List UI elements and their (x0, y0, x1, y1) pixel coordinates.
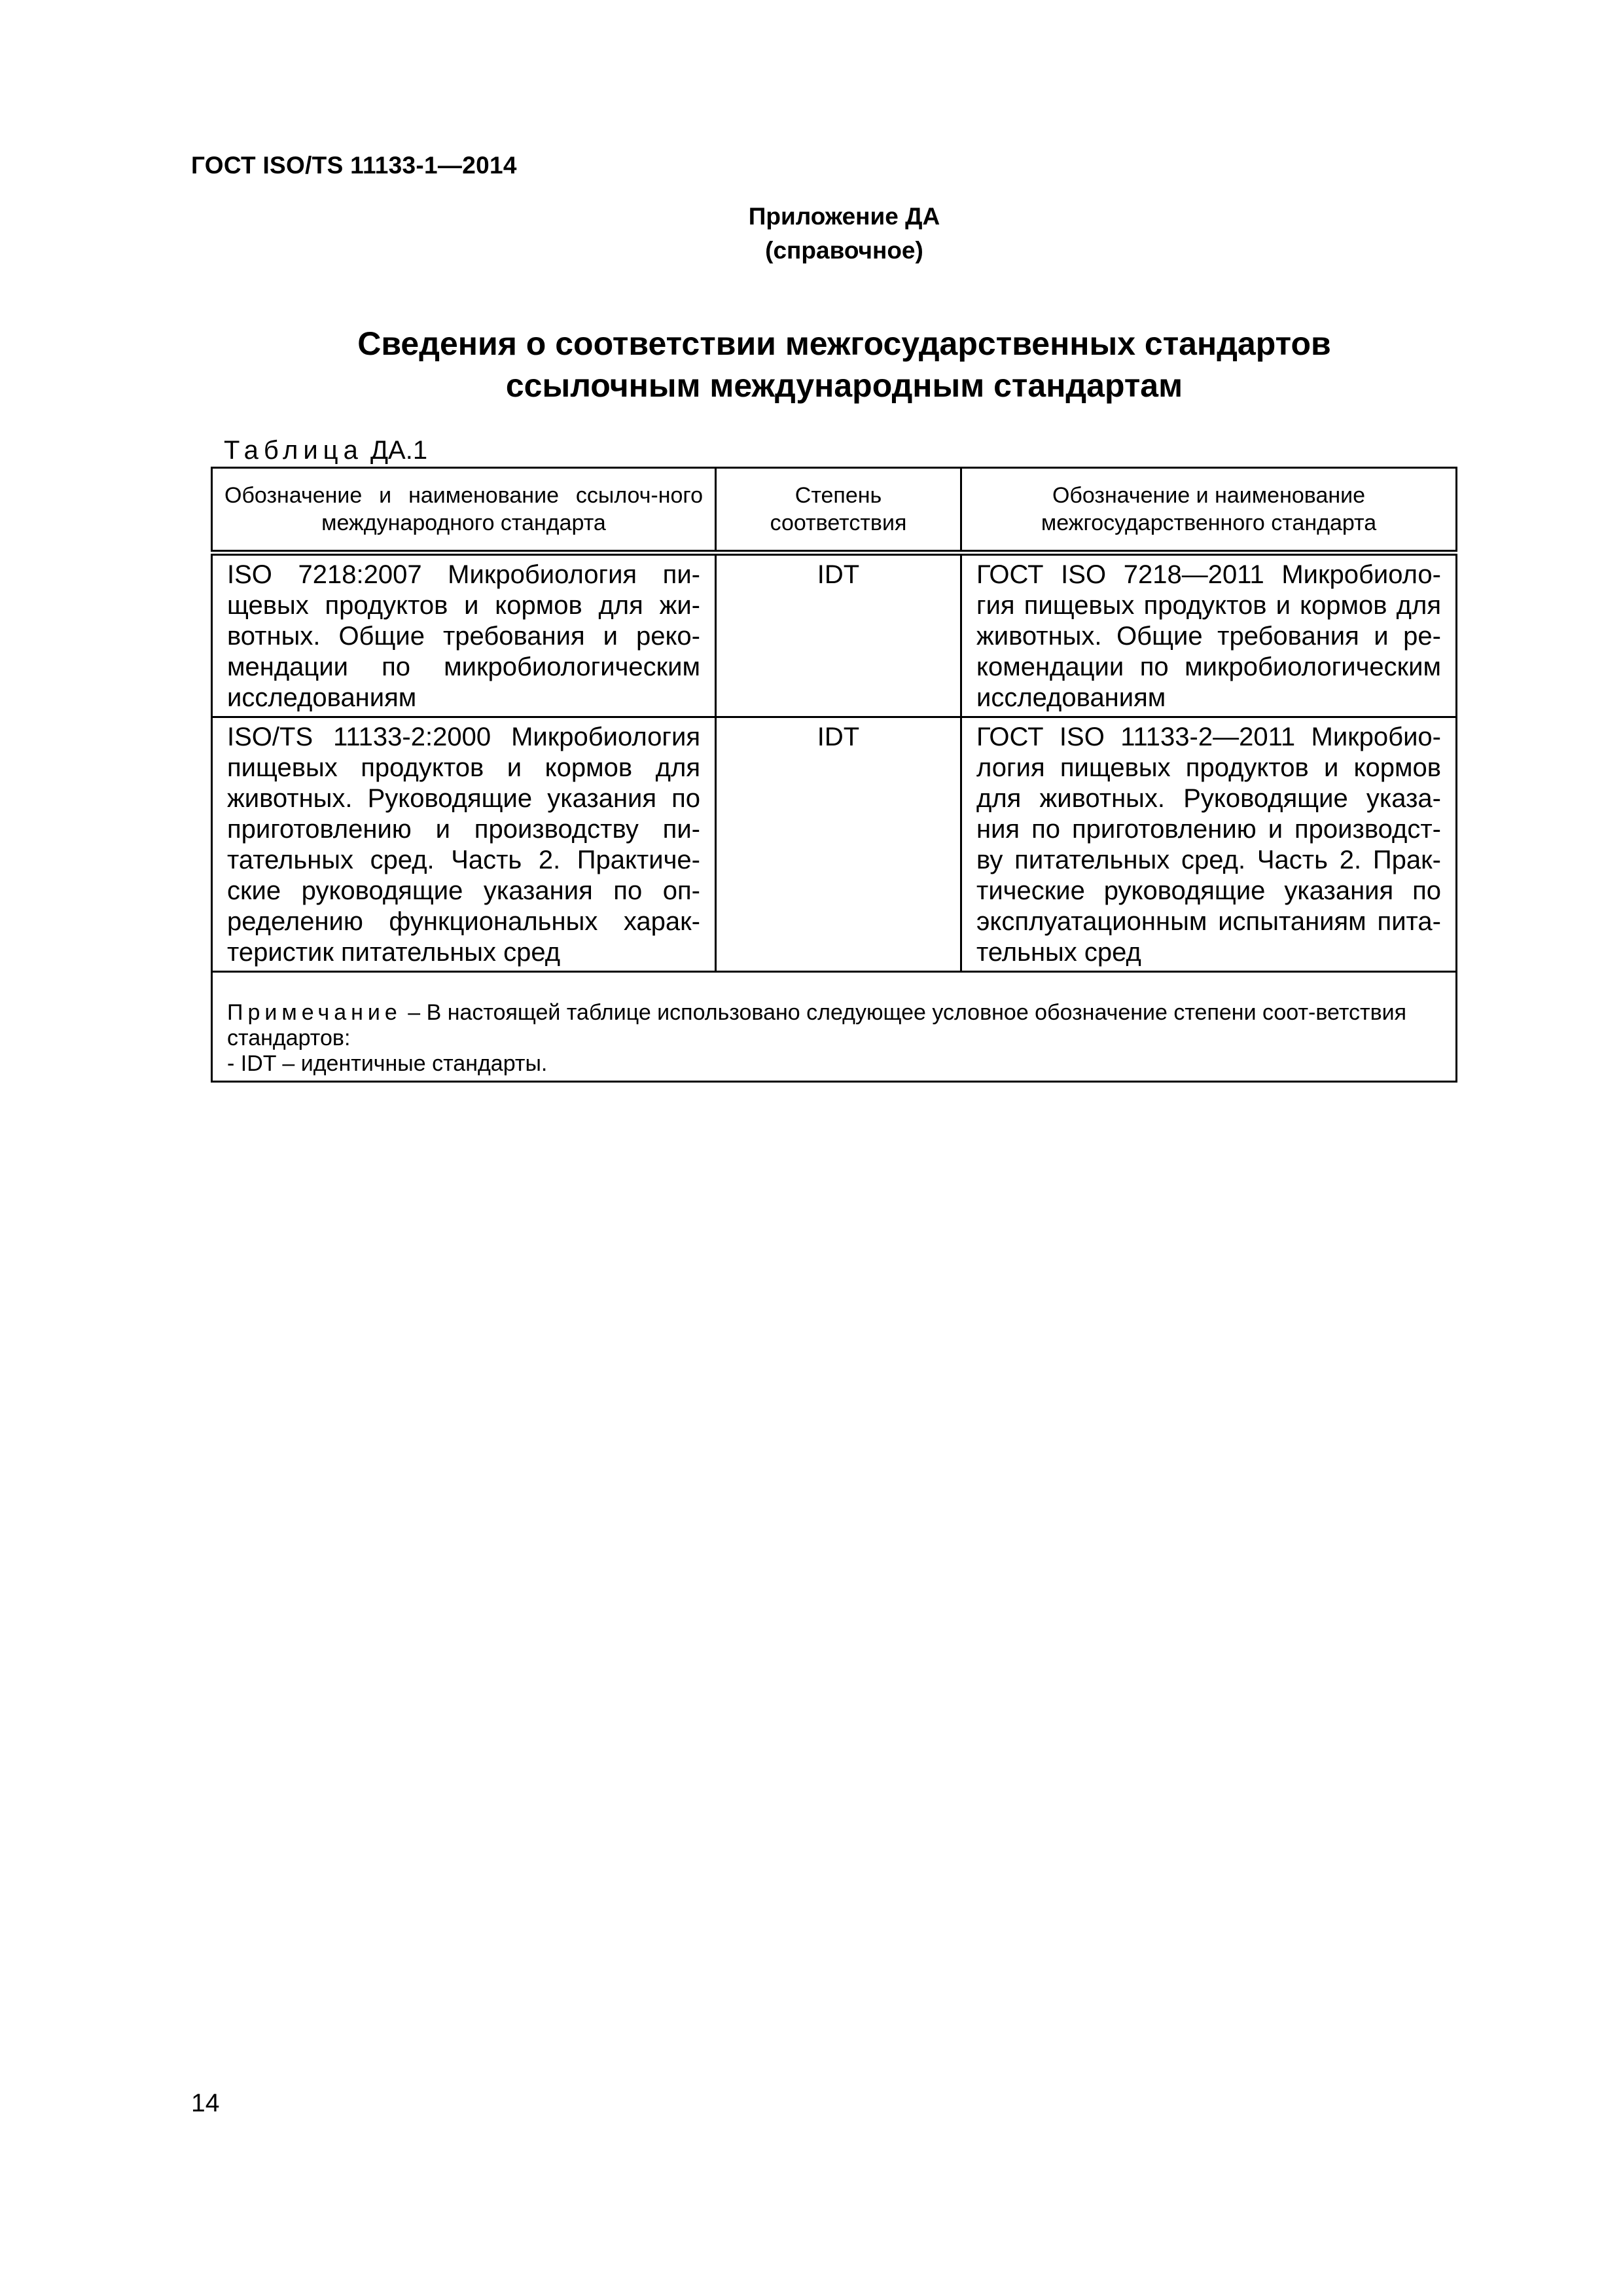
international-standard-cell: ISO 7218:2007 Микробиология пи-щевых продуктов и кормов для жи-вотных. Общие требования и реко-мендации по микробиологическим исследованиям (212, 553, 716, 717)
appendix-type: (справочное) (765, 237, 923, 264)
table-row (212, 717, 1457, 972)
correspondence-table (211, 467, 1457, 1083)
table-row (212, 553, 1457, 717)
table-note (212, 972, 1457, 1082)
table-note-row (212, 972, 1457, 1082)
appendix-title: Приложение ДА (748, 203, 940, 230)
header-degree: Степень соответствия (716, 468, 961, 553)
header-interstate-standard: Обозначение и наименование межгосударственного стандарта (961, 468, 1457, 553)
degree-cell: IDT (716, 717, 961, 972)
interstate-standard-cell: ГОСТ ISO 11133-2—2011 Микробио-логия пищевых продуктов и кормов для животных. Руководящие указа-ния по приготовлению и производст-ву питательных сред. Часть 2. Прак-тические руководящие указания по эксплуатационным испытаниям пита-тельных сред (961, 717, 1457, 972)
section-title (353, 323, 1335, 406)
table-caption-number: ДА.1 (370, 436, 428, 465)
appendix-heading (654, 200, 1034, 268)
document-id: ГОСТ ISO/TS 11133-1—2014 (191, 152, 517, 179)
table-caption (224, 435, 427, 466)
table-caption-word: Таблица (224, 436, 363, 465)
section-title-line2: ссылочным международным стандартам (505, 367, 1183, 404)
degree-cell: IDT (716, 553, 961, 717)
international-standard-cell: ISO/TS 11133-2:2000 Микробиология пищевых продуктов и кормов для животных. Руководящие указания по приготовлению и производству пи-тательных сред. Часть 2. Практиче-ские руководящие указания по оп-ределению функциональных харак-теристик питательных сред (212, 717, 716, 972)
note-item: - IDT – идентичные стандарты. (227, 1051, 548, 1076)
note-label: Примечание (227, 1000, 402, 1025)
section-title-line1: Сведения о соответствии межгосударственных стандартов (357, 325, 1331, 362)
header-international-standard: Обозначение и наименование ссылоч-ного международного стандарта (212, 468, 716, 553)
table-header-row (212, 468, 1457, 553)
note-text: – В настоящей таблице использовано следующее условное обозначение степени соот-ветствия стандартов: (227, 1000, 1407, 1050)
page-number: 14 (191, 2089, 220, 2117)
interstate-standard-cell: ГОСТ ISO 7218—2011 Микробиоло-гия пищевых продуктов и кормов для животных. Общие требования и ре-комендации по микробиологическим исследованиям (961, 553, 1457, 717)
